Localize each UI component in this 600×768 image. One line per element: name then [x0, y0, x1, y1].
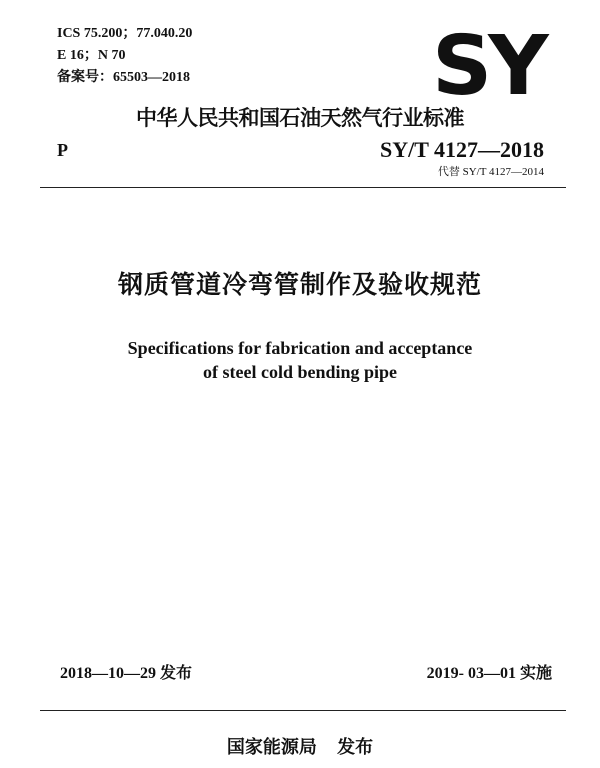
effective-date: 2019- 03—01 实施: [426, 665, 552, 682]
organization-title: 中华人民共和国石油天然气行业标准: [136, 106, 464, 130]
document-title-english: [0, 336, 600, 384]
category-letter: P: [57, 140, 68, 160]
top-divider: [40, 187, 566, 188]
bottom-divider: [40, 710, 566, 711]
title-english-line-1: Specifications for fabrication and acceptance: [127, 338, 473, 358]
filing-number: 备案号：65503—2018: [57, 70, 190, 85]
sy-logo: SY: [432, 19, 545, 114]
replaces-standard: 代替 SY/T 4127—2014: [437, 166, 544, 178]
ics-code: ICS 75.200；77.040.20: [57, 26, 193, 41]
classification-code: E 16；N 70: [57, 48, 126, 63]
issuing-authority: 国家能源局 发布: [226, 737, 374, 758]
document-title-chinese: 钢质管道冷弯管制作及验收规范: [117, 270, 482, 299]
standard-number: SY/T 4127—2018: [379, 137, 544, 162]
issue-date: 2018—10—29 发布: [60, 665, 193, 682]
title-english-line-2: of steel cold bending pipe: [202, 362, 398, 382]
